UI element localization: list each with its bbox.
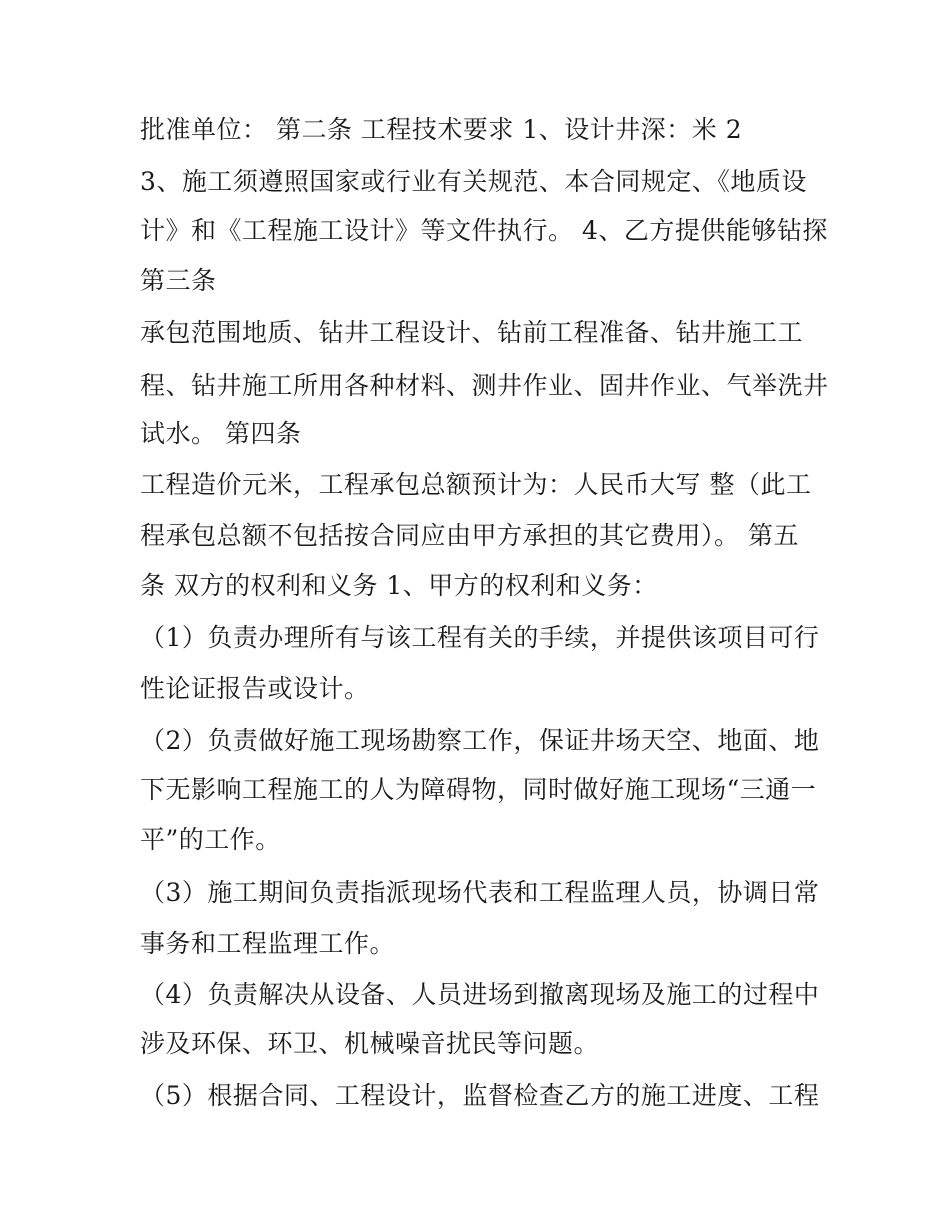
text-line: 批准单位： 第二条 工程技术要求 1、设计井深：米 2 bbox=[140, 115, 743, 144]
text-line: 试水。 第四条 bbox=[140, 419, 302, 448]
text-line: 下无影响工程施工的人为障碍物，同时做好施工现场“三通一 bbox=[140, 775, 817, 804]
text-line: （5）根据合同、工程设计，监督检查乙方的施工进度、工程 bbox=[140, 1081, 820, 1110]
text-line: 程、钻井施工所用各种材料、测井作业、固井作业、气举洗井 bbox=[140, 371, 829, 400]
text-line: （3）施工期间负责指派现场代表和工程监理人员，协调日常 bbox=[140, 878, 820, 907]
text-line: 工程造价元米，工程承包总额预计为：人民币大写 整（此工 bbox=[140, 470, 812, 499]
text-line: 承包范围地质、钻井工程设计、钻前工程准备、钻井施工工 bbox=[140, 318, 804, 347]
text-line: 涉及环保、环卫、机械噪音扰民等问题。 bbox=[140, 1029, 600, 1058]
text-line: 平”的工作。 bbox=[140, 825, 281, 854]
text-line: 事务和工程监理工作。 bbox=[140, 929, 396, 958]
text-line: 计》和《工程施工设计》等文件执行。 4、乙方提供能够钻探 bbox=[140, 216, 828, 245]
text-line: 性论证报告或设计。 bbox=[140, 674, 370, 703]
text-line: 第三条 bbox=[140, 266, 217, 295]
text-line: 3、施工须遵照国家或行业有关规范、本合同规定、《地质设 bbox=[140, 167, 807, 196]
text-line: （1）负责办理所有与该工程有关的手续，并提供该项目可行 bbox=[140, 623, 820, 652]
text-line: （2）负责做好施工现场勘察工作，保证井场天空、地面、地 bbox=[140, 726, 820, 755]
text-line: （4）负责解决从设备、人员进场到撤离现场及施工的过程中 bbox=[140, 980, 820, 1009]
text-line: 条 双方的权利和义务 1、甲方的权利和义务： bbox=[140, 571, 658, 600]
text-line: 程承包总额不包括按合同应由甲方承担的其它费用）。 第五 bbox=[140, 521, 799, 550]
